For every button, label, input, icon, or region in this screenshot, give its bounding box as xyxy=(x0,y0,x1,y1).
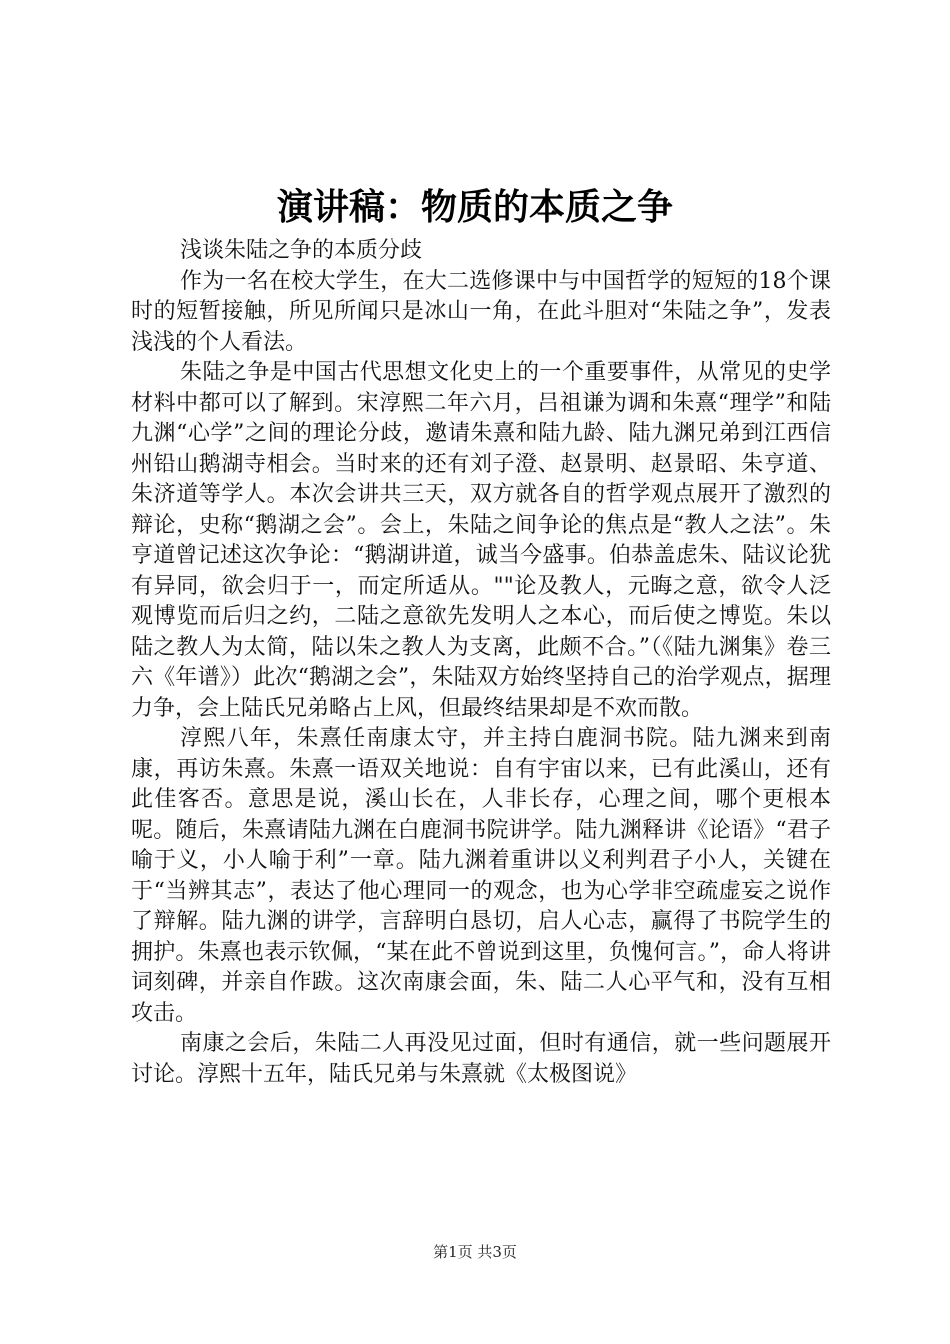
subtitle-line: 浅谈朱陆之争的本质分歧 xyxy=(180,238,423,263)
paragraph-4: 南康之会后，朱陆二人再没见过面，但时有通信，就一些问题展开讨论。淳熙十五年，陆氏兄弟与朱熹就《太极图说》 xyxy=(131,1031,831,1087)
document-body xyxy=(131,236,831,1090)
paragraph-1: 作为一名在校大学生，在大二选修课中与中国哲学的短短的18个课时的短暂接触，所见所闻只是冰山一角，在此斗胆对“朱陆之争”，发表浅浅的个人看法。 xyxy=(131,268,831,355)
page-number-footer: 第1页 共3页 xyxy=(433,1243,517,1261)
paragraph-2: 朱陆之争是中国古代思想文化史上的一个重要事件，从常见的史学材料中都可以了解到。宋淳熙二年六月，吕祖谦为调和朱熹“理学”和陆九渊“心学”之间的理论分歧，邀请朱熹和陆九龄、陆九渊兄弟到江西信州铅山鹅湖寺相会。当时来的还有刘子澄、赵景明、赵景昭、朱亨道、朱济道等学人。本次会讲共三天，双方就各自的哲学观点展开了激烈的辩论，史称“鹅湖之会”。会上，朱陆之间争论的焦点是“教人之法”。朱亨道曾记述这次争论：“鹅湖讲道，诚当今盛事。伯恭盖虑朱、陆议论犹有异同，欲会归于一，而定所适从。""论及教人，元晦之意，欲令人泛观博览而后归之约，二陆之意欲先发明人之本心，而后使之博览。朱以陆之教人为太简，陆以朱之教人为支离，此颇不合。”（《陆九渊集》卷三六《年谱》）此次“鹅湖之会”，朱陆双方始终坚持自己的治学观点，据理力争，会上陆氏兄弟略占上风，但最终结果却是不欢而散。 xyxy=(131,360,831,721)
document-title: 演讲稿：物质的本质之争 xyxy=(276,186,673,228)
paragraph-3: 淳熙八年，朱熹任南康太守，并主持白鹿洞书院。陆九渊来到南康，再访朱熹。朱熹一语双关地说：自有宇宙以来，已有此溪山，还有此佳客否。意思是说，溪山长在，人非长存，心理之间，哪个更根本呢。随后，朱熹请陆九渊在白鹿洞书院讲学。陆九渊释讲《论语》“君子喻于义，小人喻于利”一章。陆九渊着重讲以义利判君子小人，关键在于“当辨其志”，表达了他心理同一的观念，也为心学非空疏虚妄之说作了辩解。陆九渊的讲学，言辞明白恳切，启人心志，赢得了书院学生的拥护。朱熹也表示钦佩，“某在此不曾说到这里，负愧何言。”，命人将讲词刻碑，并亲自作跋。这次南康会面，朱、陆二人心平气和，没有互相攻击。 xyxy=(131,726,831,1026)
